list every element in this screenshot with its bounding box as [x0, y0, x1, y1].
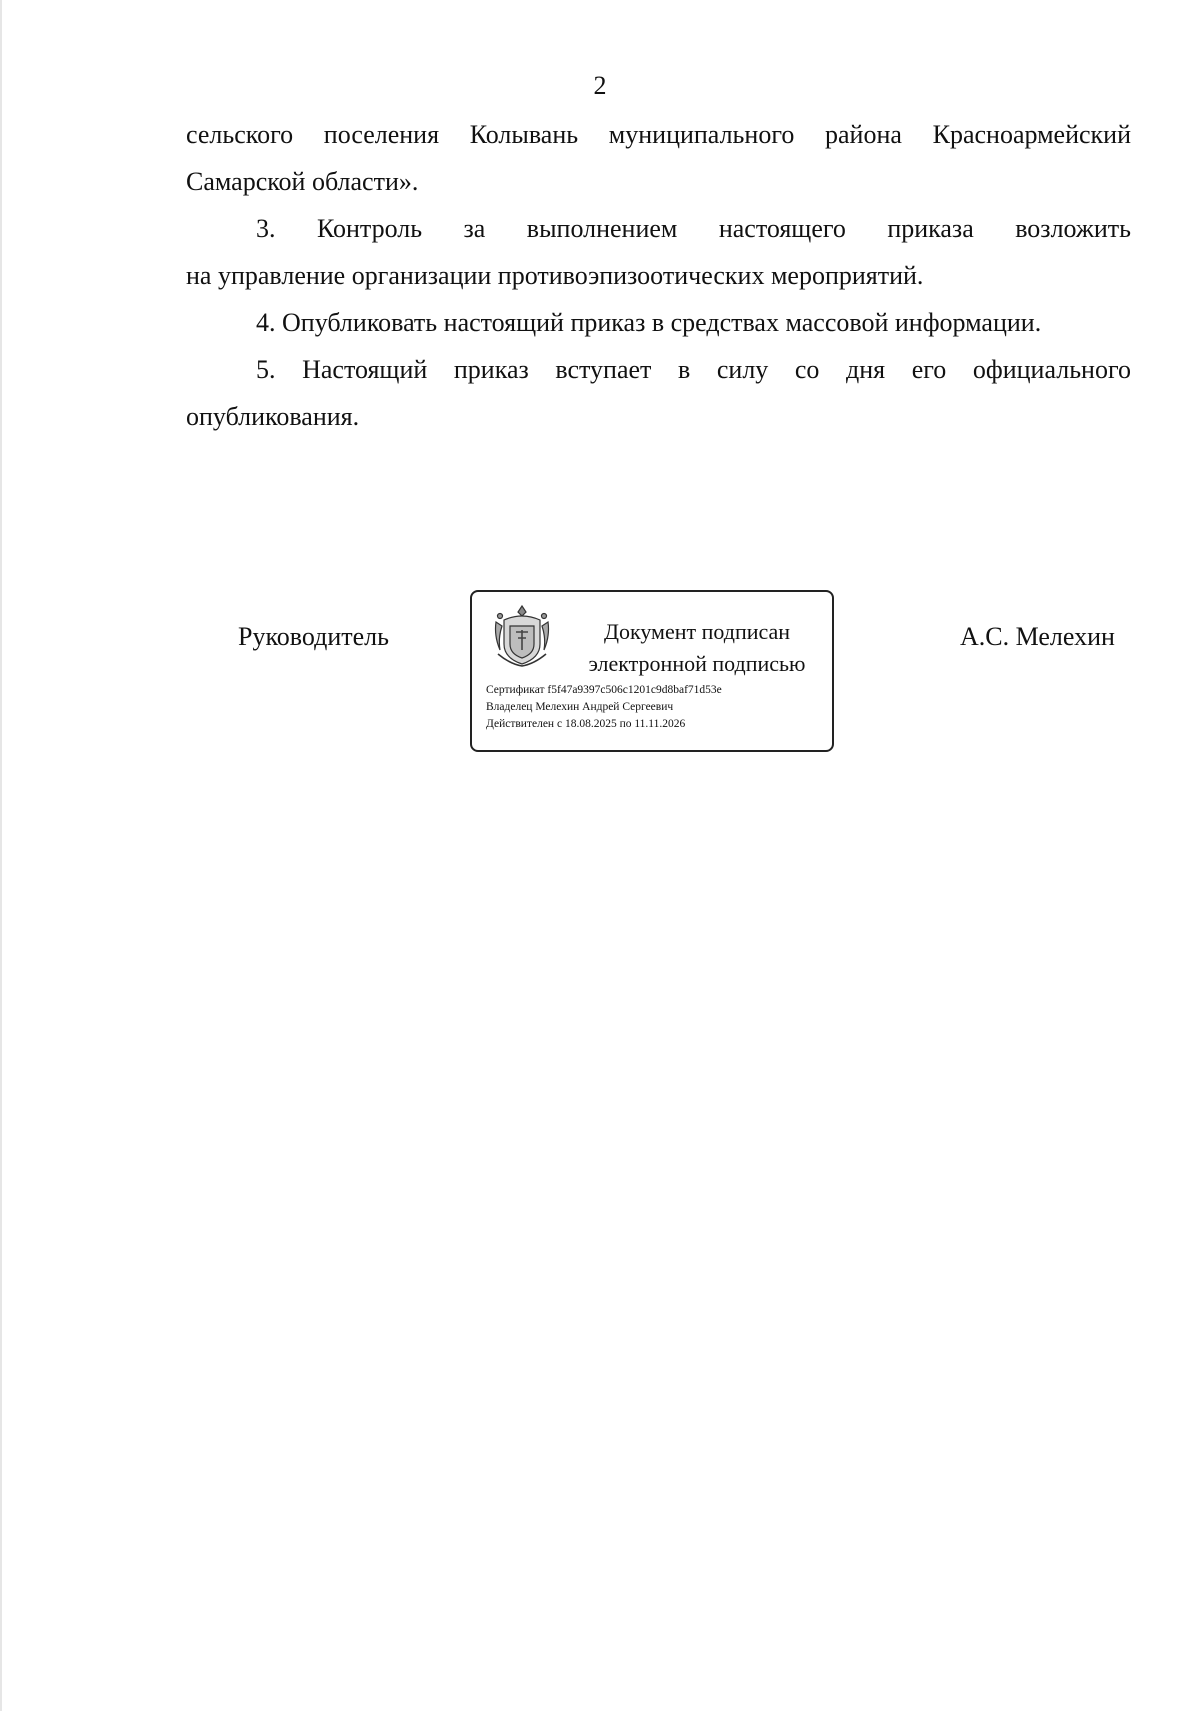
stamp-title-line: электронной подписью	[588, 651, 806, 676]
electronic-signature-stamp	[470, 590, 834, 752]
stamp-certificate: Сертификат f5f47a9397c506c1201c9d8baf71d53e	[486, 684, 722, 696]
text-line: опубликования.	[186, 402, 360, 431]
page-number: 2	[593, 71, 607, 100]
text-line: 5. Настоящий приказ вступает в силу со дня его официального	[256, 355, 1131, 384]
paragraph-item-5	[186, 346, 1131, 440]
text-line: Самарской области».	[186, 167, 419, 196]
text-line: на управление организации противоэпизоотических мероприятий.	[186, 261, 924, 290]
stamp-validity: Действителен с 18.08.2025 по 11.11.2026	[486, 718, 686, 730]
text-line: сельского поселения Колывань муниципального района Красноармейский	[186, 120, 1131, 149]
document-body	[186, 111, 1131, 440]
scan-edge	[0, 0, 2, 1711]
stamp-title	[572, 616, 822, 680]
paragraph-item-4	[186, 299, 1131, 346]
stamp-details	[486, 682, 826, 733]
signatory-name: А.С. Мелехин	[960, 622, 1115, 651]
paragraph-continuation	[186, 111, 1131, 205]
text-line: 4. Опубликовать настоящий приказ в средствах массовой информации.	[256, 308, 1042, 337]
signatory-role: Руководитель	[238, 622, 389, 651]
stamp-title-line: Документ подписан	[603, 619, 791, 644]
paragraph-item-3	[186, 205, 1131, 299]
text-line: 3. Контроль за выполнением настоящего приказа возложить	[256, 214, 1131, 243]
stamp-owner: Владелец Мелехин Андрей Сергеевич	[486, 701, 674, 713]
coat-of-arms-icon	[490, 602, 554, 670]
